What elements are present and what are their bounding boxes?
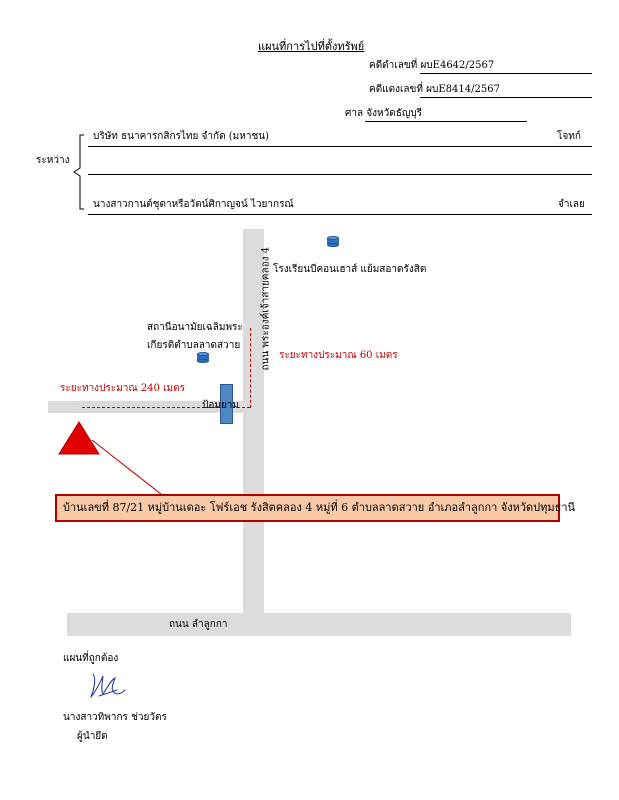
signature bbox=[87, 670, 127, 700]
health-station-drum-icon bbox=[197, 352, 209, 363]
defendant-role: จำเลย bbox=[558, 199, 585, 210]
party-divider-line bbox=[88, 174, 592, 175]
page-title: แผนที่การไปที่ตั้งทรัพย์ bbox=[258, 40, 365, 53]
lamlukka-road bbox=[67, 613, 571, 636]
road-vertical-label: ถนน พระองค์เจ้าสายคลอง 4 bbox=[260, 246, 272, 371]
signer-name: นางสาวทิพากร ช่วยวัตร bbox=[63, 712, 167, 723]
court-underline bbox=[365, 121, 527, 122]
guard-booth-label: ป้อมยาม bbox=[202, 400, 240, 411]
health-station-label-line1: สถานีอนามัยเฉลิมพระ bbox=[147, 322, 243, 333]
defendant-name: นางสาวกานต์ชุดาหรือวัตน์ศิกาญจน์ ไวยากรณ์ bbox=[93, 199, 294, 210]
plaintiff-name: บริษัท ธนาคารกสิกรไทย จำกัด (มหาชน) bbox=[93, 131, 269, 142]
between-label: ระหว่าง bbox=[36, 155, 70, 166]
school-drum-icon bbox=[327, 236, 339, 247]
road-bottom-label: ถนน ลำลูกกา bbox=[169, 619, 228, 630]
plaintiff-role: โจทก์ bbox=[557, 131, 581, 142]
address-callout: บ้านเลขที่ 87/21 หมู่บ้านเดอะ โฟร์เอช รังสิตคลอง 4 หมู่ที่ 6 ตำบลลาดสวาย อำเภอลำลูกกา จังหวัดปทุมธานี bbox=[55, 494, 560, 522]
case-red-number: คดีแดงเลขที่ ผบE8414/2567 bbox=[369, 84, 500, 95]
case-red-underline bbox=[420, 97, 592, 98]
case-black-number: คดีดำเลขที่ ผบE4642/2567 bbox=[369, 60, 495, 71]
plaintiff-line bbox=[88, 146, 592, 147]
case-black-underline bbox=[420, 73, 592, 74]
court-name: ศาล จังหวัดธัญบุรี bbox=[345, 108, 423, 119]
health-station-label-line2: เกียรติตำบลลาดสวาย bbox=[147, 340, 241, 351]
school-label: โรงเรียนบีคอนเฮาส์ แย้มสอาดรังสิต bbox=[273, 264, 427, 275]
signer-role: ผู้นำยึด bbox=[77, 731, 108, 742]
route-dashed-vertical bbox=[250, 328, 251, 408]
distance-240m-label: ระยะทางประมาณ 240 เมตร bbox=[60, 383, 185, 394]
leader-line bbox=[90, 438, 170, 500]
party-bracket bbox=[72, 134, 88, 210]
distance-60m-label: ระยะทางประมาณ 60 เมตร bbox=[279, 350, 398, 361]
certify-label: แผนที่ถูกต้อง bbox=[63, 653, 119, 664]
defendant-line bbox=[88, 214, 592, 215]
